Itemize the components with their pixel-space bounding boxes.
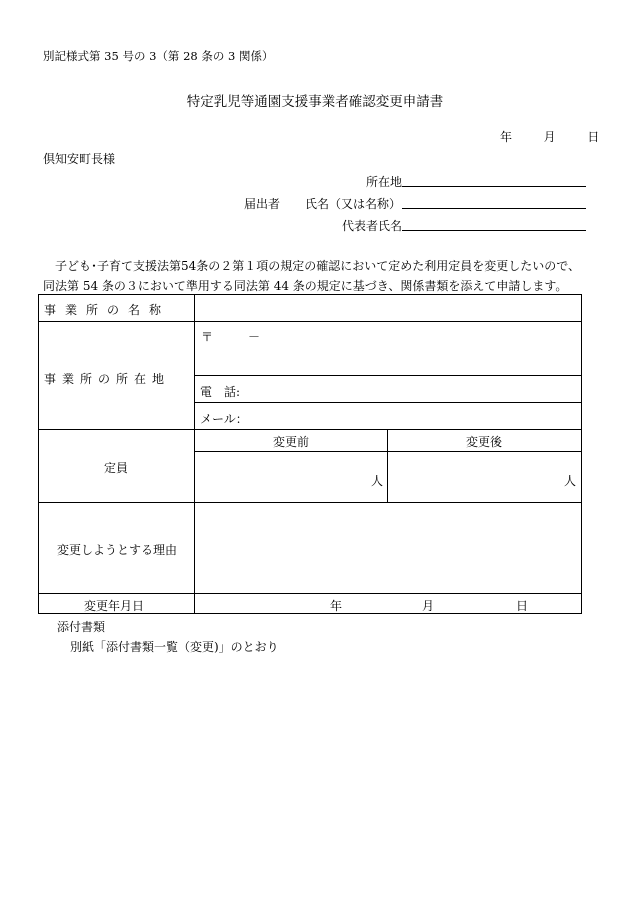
date-month: 月: [543, 130, 556, 144]
name-label: 氏名（又は名称）: [305, 197, 402, 211]
phone-label: 電 話:: [200, 385, 241, 399]
form-table: [38, 294, 582, 614]
after-unit: 人: [564, 474, 577, 488]
office-name-field[interactable]: [195, 295, 580, 321]
postal-mark: 〒: [201, 330, 214, 344]
form-reference: 別記様式第 35 号の 3（第 28 条の 3 関係）: [43, 49, 274, 63]
postal-dash: －: [248, 330, 261, 344]
address-label: 所在地: [366, 175, 403, 189]
office-name-label: 事業所の名称: [44, 303, 171, 317]
email-label: メール：: [200, 412, 248, 426]
addressee: 倶知安町長様: [43, 152, 116, 166]
change-date-year: 年: [330, 599, 343, 613]
date-year: 年: [500, 130, 513, 144]
change-date-month: 月: [422, 599, 435, 613]
address-field[interactable]: [402, 186, 586, 187]
office-address-label: 事業所の所在地: [44, 372, 171, 386]
representative-label: 代表者氏名: [342, 219, 403, 233]
reason-label: 変更しようとする理由: [57, 543, 178, 557]
attachments-heading: 添付書類: [57, 620, 106, 634]
reason-field[interactable]: [195, 503, 580, 592]
attachments-text: 別紙「添付書類一覧（変更)」のとおり: [70, 640, 279, 654]
document-title: 特定乳児等通園支援事業者確認変更申請書: [186, 94, 444, 110]
change-date-day: 日: [516, 599, 529, 613]
name-field[interactable]: [402, 208, 586, 209]
date-line: [500, 128, 599, 145]
before-label: 変更前: [273, 435, 310, 449]
date-day: 日: [587, 130, 600, 144]
after-label: 変更後: [466, 435, 503, 449]
representative-field[interactable]: [402, 230, 586, 231]
applicant-group-label: 届出者: [244, 197, 281, 211]
body-text: [43, 256, 580, 296]
body-line-1: 子ども･子育て支援法第54条の２第１項の規定の確認において定めた利用定員を変更したいので、: [43, 259, 581, 273]
body-line-2: 同法第 54 条の３において準用する同法第 44 条の規定に基づき、関係書類を添えて申請します。: [43, 279, 568, 293]
capacity-label: 定員: [104, 461, 129, 475]
change-date-label: 変更年月日: [84, 599, 145, 613]
before-unit: 人: [371, 474, 384, 488]
